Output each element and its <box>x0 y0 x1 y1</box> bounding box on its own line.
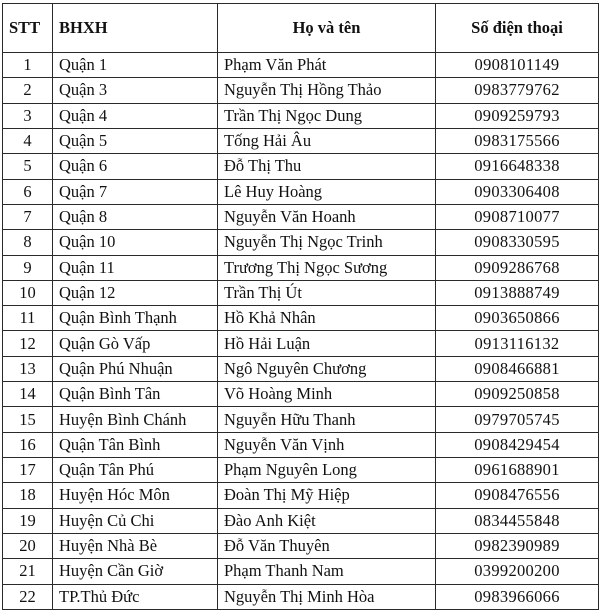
cell-phone: 0908466881 <box>436 356 599 381</box>
cell-stt: 17 <box>3 458 53 483</box>
cell-phone: 0909286768 <box>436 255 599 280</box>
cell-stt: 11 <box>3 306 53 331</box>
table-header <box>3 4 599 53</box>
table-row <box>3 103 599 128</box>
cell-name: Phạm Văn Phát <box>218 53 436 78</box>
cell-bhxh: Huyện Bình Chánh <box>53 407 218 432</box>
cell-name: Nguyễn Văn Vịnh <box>218 432 436 457</box>
cell-stt: 15 <box>3 407 53 432</box>
table-row <box>3 407 599 432</box>
cell-bhxh: Quận Tân Bình <box>53 432 218 457</box>
cell-phone: 0913888749 <box>436 280 599 305</box>
cell-stt: 18 <box>3 483 53 508</box>
table-row <box>3 255 599 280</box>
cell-bhxh: Huyện Hóc Môn <box>53 483 218 508</box>
cell-name: Nguyễn Thị Minh Hòa <box>218 584 436 609</box>
cell-name: Đỗ Thị Thu <box>218 154 436 179</box>
table-row <box>3 280 599 305</box>
table-row <box>3 179 599 204</box>
header-phone: Số điện thoại <box>436 4 599 53</box>
cell-stt: 3 <box>3 103 53 128</box>
cell-name: Đoàn Thị Mỹ Hiệp <box>218 483 436 508</box>
cell-name: Đào Anh Kiệt <box>218 508 436 533</box>
cell-stt: 22 <box>3 584 53 609</box>
cell-name: Nguyễn Văn Hoanh <box>218 204 436 229</box>
cell-phone: 0908429454 <box>436 432 599 457</box>
cell-bhxh: Quận 1 <box>53 53 218 78</box>
cell-phone: 0983175566 <box>436 128 599 153</box>
cell-stt: 14 <box>3 382 53 407</box>
cell-name: Lê Huy Hoàng <box>218 179 436 204</box>
cell-stt: 21 <box>3 559 53 584</box>
cell-bhxh: Quận 6 <box>53 154 218 179</box>
cell-name: Hồ Hải Luận <box>218 331 436 356</box>
cell-name: Phạm Nguyên Long <box>218 458 436 483</box>
cell-bhxh: Huyện Nhà Bè <box>53 533 218 558</box>
cell-phone: 0961688901 <box>436 458 599 483</box>
cell-bhxh: TP.Thủ Đức <box>53 584 218 609</box>
header-stt: STT <box>3 4 53 53</box>
table-row <box>3 306 599 331</box>
cell-stt: 2 <box>3 78 53 103</box>
cell-name: Võ Hoàng Minh <box>218 382 436 407</box>
cell-stt: 19 <box>3 508 53 533</box>
cell-bhxh: Quận Phú Nhuận <box>53 356 218 381</box>
cell-stt: 8 <box>3 230 53 255</box>
table-row <box>3 154 599 179</box>
cell-stt: 5 <box>3 154 53 179</box>
cell-bhxh: Quận 11 <box>53 255 218 280</box>
cell-name: Ngô Nguyên Chương <box>218 356 436 381</box>
header-bhxh: BHXH <box>53 4 218 53</box>
cell-phone: 0916648338 <box>436 154 599 179</box>
cell-stt: 20 <box>3 533 53 558</box>
cell-name: Phạm Thanh Nam <box>218 559 436 584</box>
header-name: Họ và tên <box>218 4 436 53</box>
cell-phone: 0903306408 <box>436 179 599 204</box>
cell-name: Trần Thị Ngọc Dung <box>218 103 436 128</box>
table-body <box>3 53 599 610</box>
table-row <box>3 204 599 229</box>
table-row <box>3 331 599 356</box>
cell-bhxh: Quận Gò Vấp <box>53 331 218 356</box>
cell-name: Tống Hải Âu <box>218 128 436 153</box>
cell-bhxh: Quận 7 <box>53 179 218 204</box>
cell-stt: 10 <box>3 280 53 305</box>
cell-phone: 0909259793 <box>436 103 599 128</box>
cell-phone: 0908101149 <box>436 53 599 78</box>
cell-stt: 16 <box>3 432 53 457</box>
cell-bhxh: Quận 12 <box>53 280 218 305</box>
cell-stt: 12 <box>3 331 53 356</box>
cell-stt: 7 <box>3 204 53 229</box>
cell-name: Nguyễn Thị Ngọc Trinh <box>218 230 436 255</box>
cell-bhxh: Quận 10 <box>53 230 218 255</box>
cell-bhxh: Quận Bình Tân <box>53 382 218 407</box>
table-row <box>3 53 599 78</box>
table-row <box>3 559 599 584</box>
cell-name: Nguyễn Thị Hồng Thảo <box>218 78 436 103</box>
cell-stt: 6 <box>3 179 53 204</box>
cell-bhxh: Quận 5 <box>53 128 218 153</box>
cell-stt: 9 <box>3 255 53 280</box>
cell-phone: 0834455848 <box>436 508 599 533</box>
cell-phone: 0982390989 <box>436 533 599 558</box>
header-row <box>3 4 599 53</box>
contact-table <box>2 3 599 610</box>
cell-bhxh: Quận Bình Thạnh <box>53 306 218 331</box>
cell-name: Hồ Khả Nhân <box>218 306 436 331</box>
cell-stt: 1 <box>3 53 53 78</box>
cell-name: Nguyễn Hữu Thanh <box>218 407 436 432</box>
cell-phone: 0908476556 <box>436 483 599 508</box>
cell-bhxh: Huyện Củ Chi <box>53 508 218 533</box>
table-row <box>3 584 599 609</box>
table-row <box>3 382 599 407</box>
cell-name: Trần Thị Út <box>218 280 436 305</box>
cell-phone: 0983779762 <box>436 78 599 103</box>
cell-phone: 0908330595 <box>436 230 599 255</box>
cell-phone: 0909250858 <box>436 382 599 407</box>
cell-name: Trương Thị Ngọc Sương <box>218 255 436 280</box>
cell-bhxh: Huyện Cần Giờ <box>53 559 218 584</box>
table-row <box>3 432 599 457</box>
cell-phone: 0908710077 <box>436 204 599 229</box>
table-row <box>3 533 599 558</box>
table-row <box>3 483 599 508</box>
table-row <box>3 128 599 153</box>
cell-bhxh: Quận Tân Phú <box>53 458 218 483</box>
cell-phone: 0399200200 <box>436 559 599 584</box>
cell-phone: 0913116132 <box>436 331 599 356</box>
cell-bhxh: Quận 4 <box>53 103 218 128</box>
cell-phone: 0983966066 <box>436 584 599 609</box>
table-row <box>3 508 599 533</box>
table-row <box>3 458 599 483</box>
table-row <box>3 78 599 103</box>
cell-phone: 0903650866 <box>436 306 599 331</box>
cell-bhxh: Quận 8 <box>53 204 218 229</box>
cell-phone: 0979705745 <box>436 407 599 432</box>
cell-stt: 13 <box>3 356 53 381</box>
cell-name: Đỗ Văn Thuyên <box>218 533 436 558</box>
table-row <box>3 356 599 381</box>
cell-stt: 4 <box>3 128 53 153</box>
cell-bhxh: Quận 3 <box>53 78 218 103</box>
table-row <box>3 230 599 255</box>
